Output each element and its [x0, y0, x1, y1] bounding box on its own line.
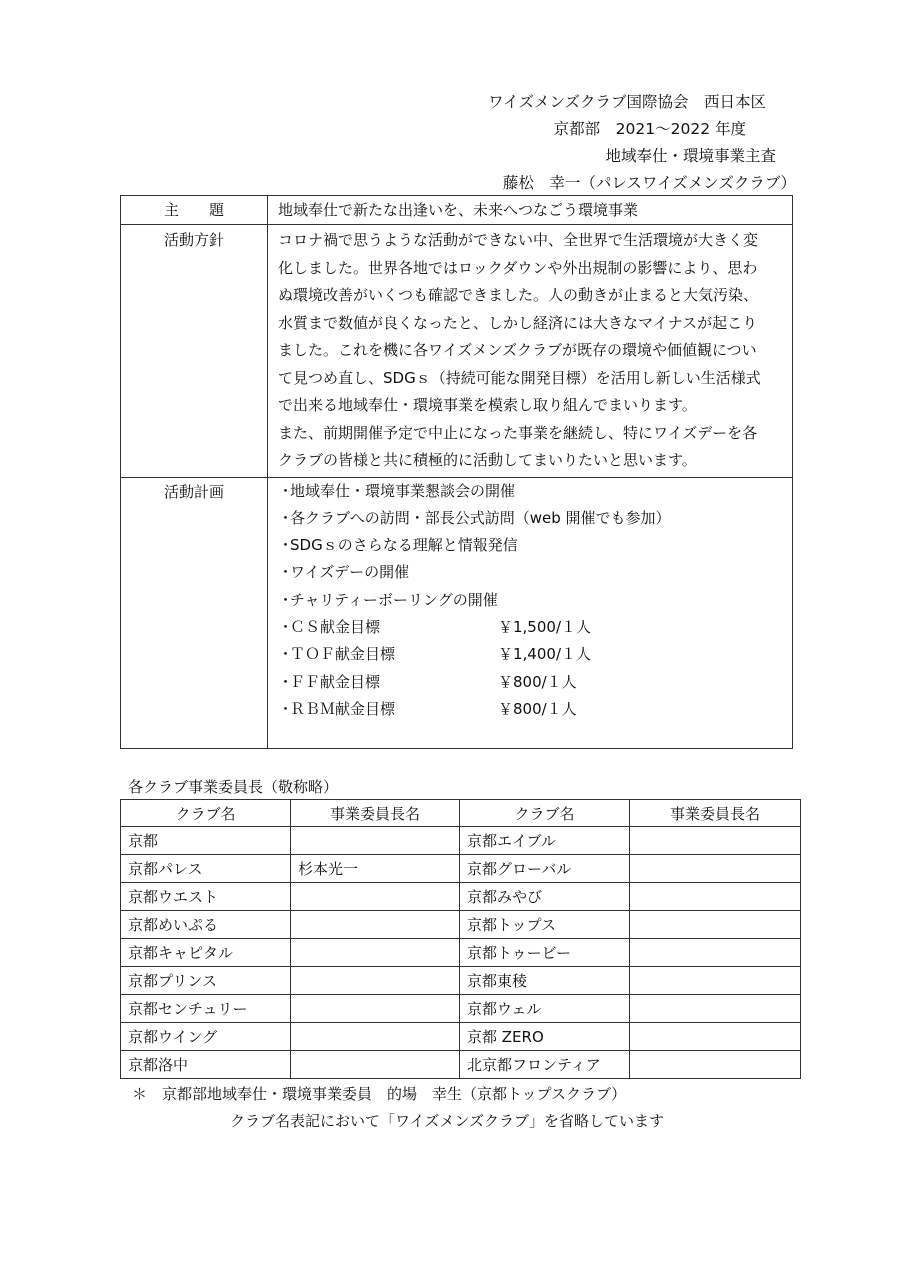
plan-item-text: ＲＢＭ献金目標 [290, 699, 396, 718]
plan-item [278, 696, 784, 723]
chair-name-cell [630, 995, 801, 1023]
club-name-cell: 京都エイブル [460, 827, 630, 855]
plan-item [278, 559, 784, 586]
policy-line: クラブの皆様と共に積極的に活動してまいりたいと思います。 [278, 451, 697, 469]
plan-item-text: ＴＯＦ献金目標 [290, 645, 396, 664]
plan-bullet: ・ [278, 563, 294, 582]
header-organization: ワイズメンズクラブ国際協会 西日本区 [488, 93, 766, 111]
chair-name-cell [630, 967, 801, 995]
policy-line: また、前期開催予定で中止になった事業を継続し、特にワイズデーを各 [278, 423, 758, 442]
club-name-cell: 京都ウイング [121, 1023, 291, 1051]
chair-name-cell [630, 1051, 801, 1079]
table-row [121, 1023, 801, 1051]
chair-name-cell [630, 1023, 801, 1051]
chair-name-cell [630, 827, 801, 855]
activity-table [120, 195, 793, 749]
plan-item-text: 地域奉仕・環境事業懇談会の開催 [290, 481, 516, 500]
members-header-row [121, 800, 801, 827]
plan-item-amount: ￥800/１人 [498, 672, 577, 691]
plan-item-text: 各クラブへの訪問・部長公式訪問（web 開催でも参加） [290, 508, 671, 527]
table-row [121, 855, 801, 883]
club-name-cell: 京都ウエスト [121, 883, 291, 911]
plan-item-text: ワイズデーの開催 [290, 563, 410, 582]
plan-item [278, 641, 784, 668]
table-row [121, 995, 801, 1023]
policy-line: 水質まで数値が良くなったと、しかし経済には大きなマイナスが起こり [278, 313, 758, 332]
club-name-cell: 京都プリンス [121, 967, 291, 995]
plan-item-amount: ￥1,400/１人 [498, 645, 591, 664]
club-name-cell: 京都みやび [460, 883, 630, 911]
table-row [121, 883, 801, 911]
header-club-name: クラブ名 [460, 800, 630, 827]
members-caption: 各クラブ事業委員長（敬称略） [128, 778, 339, 796]
plan-item-text: ＦＦ献金目標 [290, 672, 381, 691]
policy-line: て見つめ直し、SDGｓ（持続可能な開発目標）を活用し新しい生活様式 [278, 368, 761, 387]
chair-name-cell [291, 995, 460, 1023]
plan-bullet: ・ [278, 699, 294, 718]
plan-bullet: ・ [278, 536, 294, 555]
club-name-cell: 北京都フロンティア [460, 1051, 630, 1079]
club-name-cell: 京都センチュリー [121, 995, 291, 1023]
plan-item-amount: ￥1,500/１人 [498, 617, 591, 636]
policy-row [121, 225, 793, 478]
chair-name-cell [291, 883, 460, 911]
plan-label: 活動計画 [121, 477, 268, 748]
header-author: 藤松 幸一（パレスワイズメンズクラブ） [502, 174, 796, 192]
policy-label: 活動方針 [121, 225, 268, 478]
table-row [121, 1051, 801, 1079]
club-name-cell: 京都 ZERO [460, 1023, 630, 1051]
chair-name-cell [291, 1051, 460, 1079]
plan-item-text: ＣＳ献金目標 [290, 617, 381, 636]
club-name-cell: 京都 [121, 827, 291, 855]
plan-bullet: ・ [278, 617, 294, 636]
chair-name-cell [630, 855, 801, 883]
note-abbreviation: クラブ名表記において「ワイズメンズクラブ」を省略しています [230, 1112, 664, 1130]
theme-row [121, 196, 793, 225]
header-role: 地域奉仕・環境事業主査 [605, 147, 776, 165]
plan-row [121, 477, 793, 748]
club-name-cell: 京都めいぷる [121, 911, 291, 939]
header-district-year: 京都部 2021～2022 年度 [553, 120, 746, 138]
members-table [120, 799, 801, 1079]
table-row [121, 911, 801, 939]
plan-item-text: SDGｓのさらなる理解と情報発信 [290, 536, 518, 555]
plan-item [278, 478, 784, 505]
chair-name-cell [291, 911, 460, 939]
chair-name-cell: 杉本光一 [291, 855, 460, 883]
plan-bullet: ・ [278, 481, 294, 500]
theme-label: 主 題 [121, 196, 268, 225]
header-chair-name: 事業委員長名 [630, 800, 801, 827]
chair-name-cell [630, 939, 801, 967]
club-name-cell: 京都パレス [121, 855, 291, 883]
club-name-cell: 京都グローバル [460, 855, 630, 883]
plan-list [268, 477, 793, 748]
club-name-cell: 京都洛中 [121, 1051, 291, 1079]
table-row [121, 967, 801, 995]
plan-item-amount: ￥800/１人 [498, 699, 577, 718]
plan-bullet: ・ [278, 645, 294, 664]
chair-name-cell [630, 883, 801, 911]
policy-line: で出来る地域奉仕・環境事業を模索し取り組んでまいります。 [278, 396, 697, 414]
club-name-cell: 京都トゥービー [460, 939, 630, 967]
plan-item [278, 505, 784, 532]
theme-text: 地域奉仕で新たな出逢いを、未来へつなごう環境事業 [268, 196, 793, 225]
plan-item [278, 587, 784, 614]
table-row [121, 827, 801, 855]
club-name-cell: 京都キャピタル [121, 939, 291, 967]
chair-name-cell [291, 827, 460, 855]
club-name-cell: 京都東稜 [460, 967, 630, 995]
note-committee-member: ＊ 京都部地域奉仕・環境事業委員 的場 幸生（京都トップスクラブ） [132, 1085, 627, 1103]
club-name-cell: 京都トップス [460, 911, 630, 939]
club-name-cell: 京都ウェル [460, 995, 630, 1023]
chair-name-cell [291, 939, 460, 967]
table-row [121, 939, 801, 967]
header-chair-name: 事業委員長名 [291, 800, 460, 827]
chair-name-cell [630, 911, 801, 939]
plan-bullet: ・ [278, 672, 294, 691]
chair-name-cell [291, 1023, 460, 1051]
plan-item [278, 532, 784, 559]
members-body [121, 827, 801, 1079]
policy-line: 化しました。世界各地ではロックダウンや外出規制の影響により、思わ [278, 258, 758, 277]
plan-bullet: ・ [278, 590, 294, 609]
policy-line: ぬ環境改善がいくつも確認できました。人の動きが止まると大気汚染、 [278, 286, 759, 304]
plan-item [278, 614, 784, 641]
plan-item [278, 669, 784, 696]
plan-item-text: チャリティーボーリングの開催 [290, 590, 498, 609]
policy-text [268, 225, 793, 478]
plan-bullet: ・ [278, 508, 294, 527]
policy-line: ました。これを機に各ワイズメンズクラブが既存の環境や価値観につい [278, 341, 757, 359]
header-club-name: クラブ名 [121, 800, 291, 827]
chair-name-cell [291, 967, 460, 995]
policy-line: コロナ禍で思うような活動ができない中、全世界で生活環境が大きく変 [278, 231, 759, 249]
